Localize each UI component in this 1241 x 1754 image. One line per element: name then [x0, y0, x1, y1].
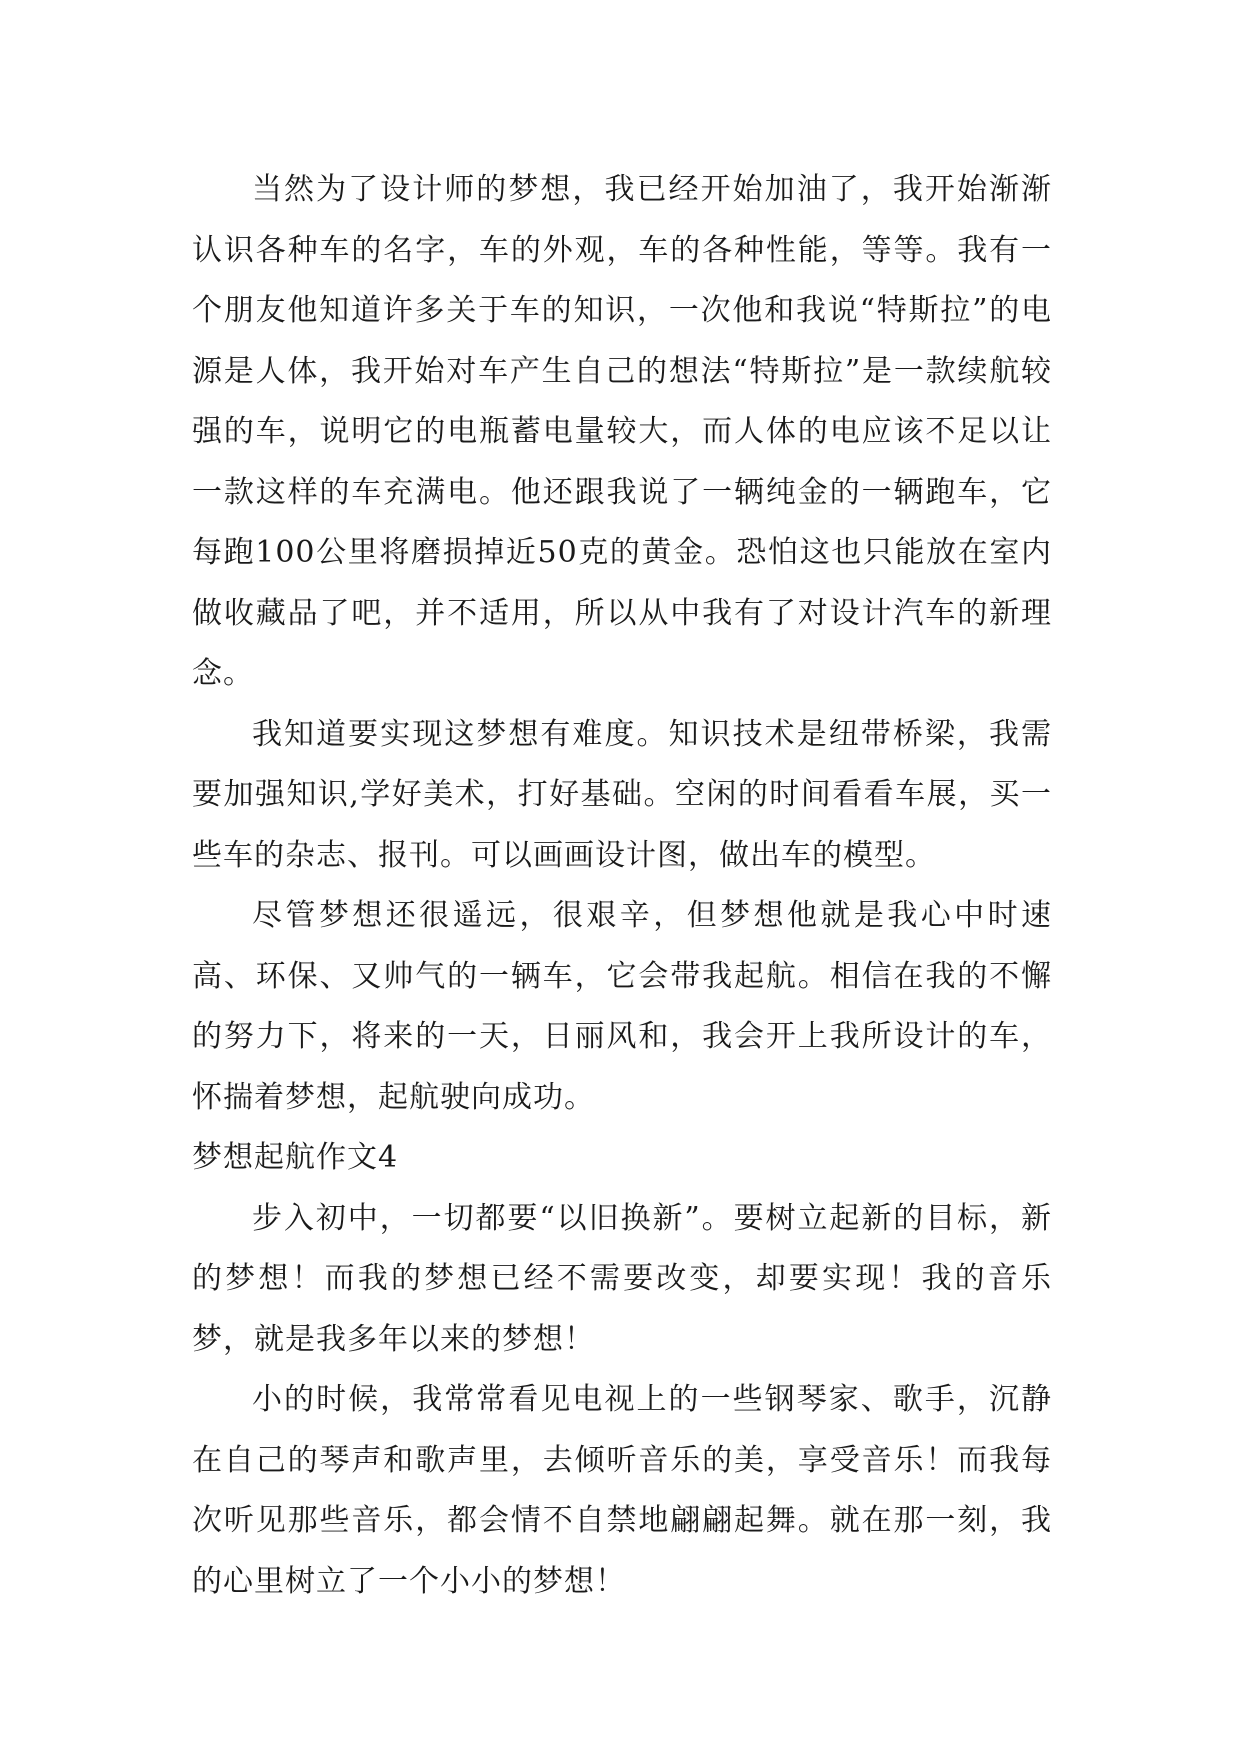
- paragraph-distant-dream: 尽管梦想还很遥远，很艰辛，但梦想他就是我心中时速高、环保、又帅气的一辆车，它会带我起航。相信在我的不懈的努力下，将来的一天，日丽风和，我会开上我所设计的车，怀揣着梦想，起航驶向成功。: [192, 898, 1052, 1115]
- paragraph-designer-dream: 当然为了设计师的梦想，我已经开始加油了，我开始渐渐认识各种车的名字，车的外观，车的各种性能，等等。我有一个朋友他知道许多关于车的知识，一次他和我说“特斯拉”的电源是人体，我开始对车产生自己的想法“特斯拉”是一款续航较强的车，说明它的电瓶蓄电量较大，而人体的电应该不足以让一款这样的车充满电。他还跟我说了一辆纯金的一辆跑车，它每跑100公里将磨损掉近50克的黄金。恐怕这也只能放在室内做收藏品了吧，并不适用，所以从中我有了对设计汽车的新理念。: [192, 172, 1052, 691]
- paragraph-difficulty: 我知道要实现这梦想有难度。知识技术是纽带桥梁，我需要加强知识,学好美术，打好基础。空闲的时间看看车展，买一些车的杂志、报刊。可以画画设计图，做出车的模型。: [192, 716, 1052, 873]
- paragraph-middle-school: 步入初中，一切都要“以旧换新”。要树立起新的目标，新的梦想！而我的梦想已经不需要改变，却要实现！我的音乐梦，就是我多年以来的梦想！: [192, 1200, 1052, 1357]
- document-page: [192, 160, 1052, 1612]
- section-heading: 梦想起航作文4: [192, 1140, 399, 1175]
- paragraph-childhood: 小的时候，我常常看见电视上的一些钢琴家、歌手，沉静在自己的琴声和歌声里，去倾听音乐的美，享受音乐！而我每次听见那些音乐，都会情不自禁地翩翩起舞。就在那一刻，我的心里树立了一个小小的梦想！: [192, 1382, 1052, 1599]
